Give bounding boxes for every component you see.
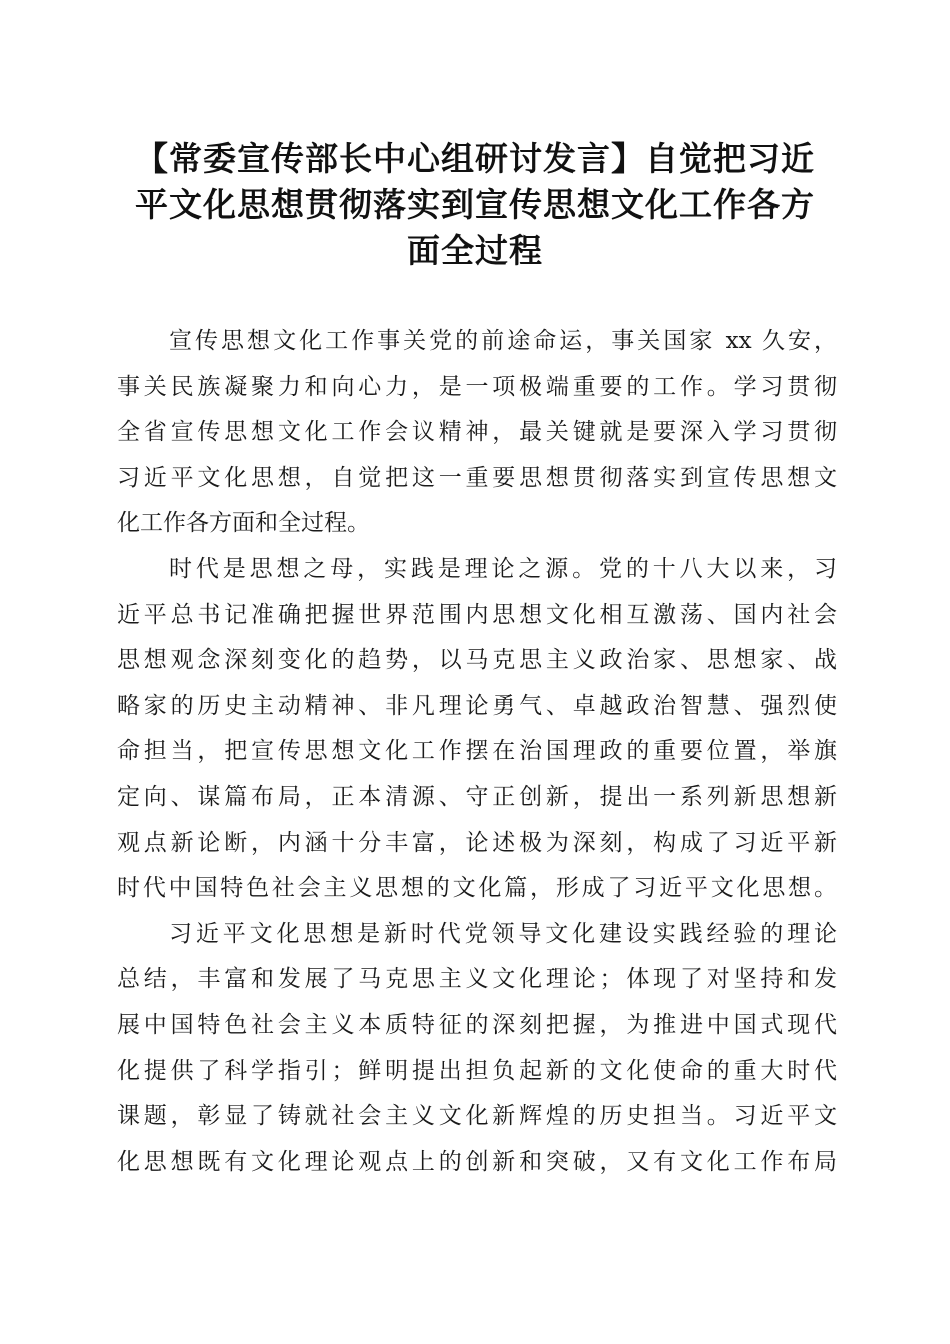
title-line: 面全过程 [407,231,543,270]
text-line: 近平总书记准确把握世界范围内思想文化相互激荡、国内社会 [117,601,837,628]
text-line: 化工作各方面和全过程。 [117,510,370,537]
text-line: 化提供了科学指引；鲜明提出担负起新的文化使命的重大时代 [117,1057,837,1084]
text-line: 事关民族凝聚力和向心力，是一项极端重要的工作。学习贯彻 [117,373,837,400]
title-line: 平文化思想贯彻落实到宣传思想文化工作各方 [135,185,815,224]
document-title [110,136,840,274]
text-line: 化思想既有文化理论观点上的创新和突破，又有文化工作布局 [117,1148,837,1175]
paragraph-3 [117,912,837,1186]
text-line: 时代中国特色社会主义思想的文化篇，形成了习近平文化思想。 [117,875,837,902]
text-line: 观点新论断，内涵十分丰富，论述极为深刻，构成了习近平新 [117,829,837,856]
text-line: 思想观念深刻变化的趋势，以马克思主义政治家、思想家、战 [117,647,837,674]
title-line: 【常委宣传部长中心组研讨发言】自觉把习近 [135,139,815,178]
text-line: 总结，丰富和发展了马克思主义文化理论；体现了对坚持和发 [117,966,837,993]
text-line: 略家的历史主动精神、非凡理论勇气、卓越政治智慧、强烈使 [117,692,837,719]
text-line: 课题，彰显了铸就社会主义文化新辉煌的历史担当。习近平文 [117,1103,837,1130]
text-line: 命担当，把宣传思想文化工作摆在治国理政的重要位置，举旗 [117,738,837,765]
text-line: 习近平文化思想，自觉把这一重要思想贯彻落实到宣传思想文 [117,464,837,491]
document-body [117,319,837,1185]
text-line: 定向、谋篇布局，正本清源、守正创新，提出一系列新思想新 [117,783,837,810]
text-line: 展中国特色社会主义本质特征的深刻把握，为推进中国式现代 [117,1011,837,1038]
text-line: 习近平文化思想是新时代党领导文化建设实践经验的理论 [169,920,837,947]
text-line: 宣传思想文化工作事关党的前途命运，事关国家 xx 久安， [169,328,837,354]
text-line: 全省宣传思想文化工作会议精神，最关键就是要深入学习贯彻 [117,419,837,446]
paragraph-1 [117,319,837,547]
paragraph-2 [117,547,837,912]
text-line: 时代是思想之母，实践是理论之源。党的十八大以来，习 [169,555,837,582]
